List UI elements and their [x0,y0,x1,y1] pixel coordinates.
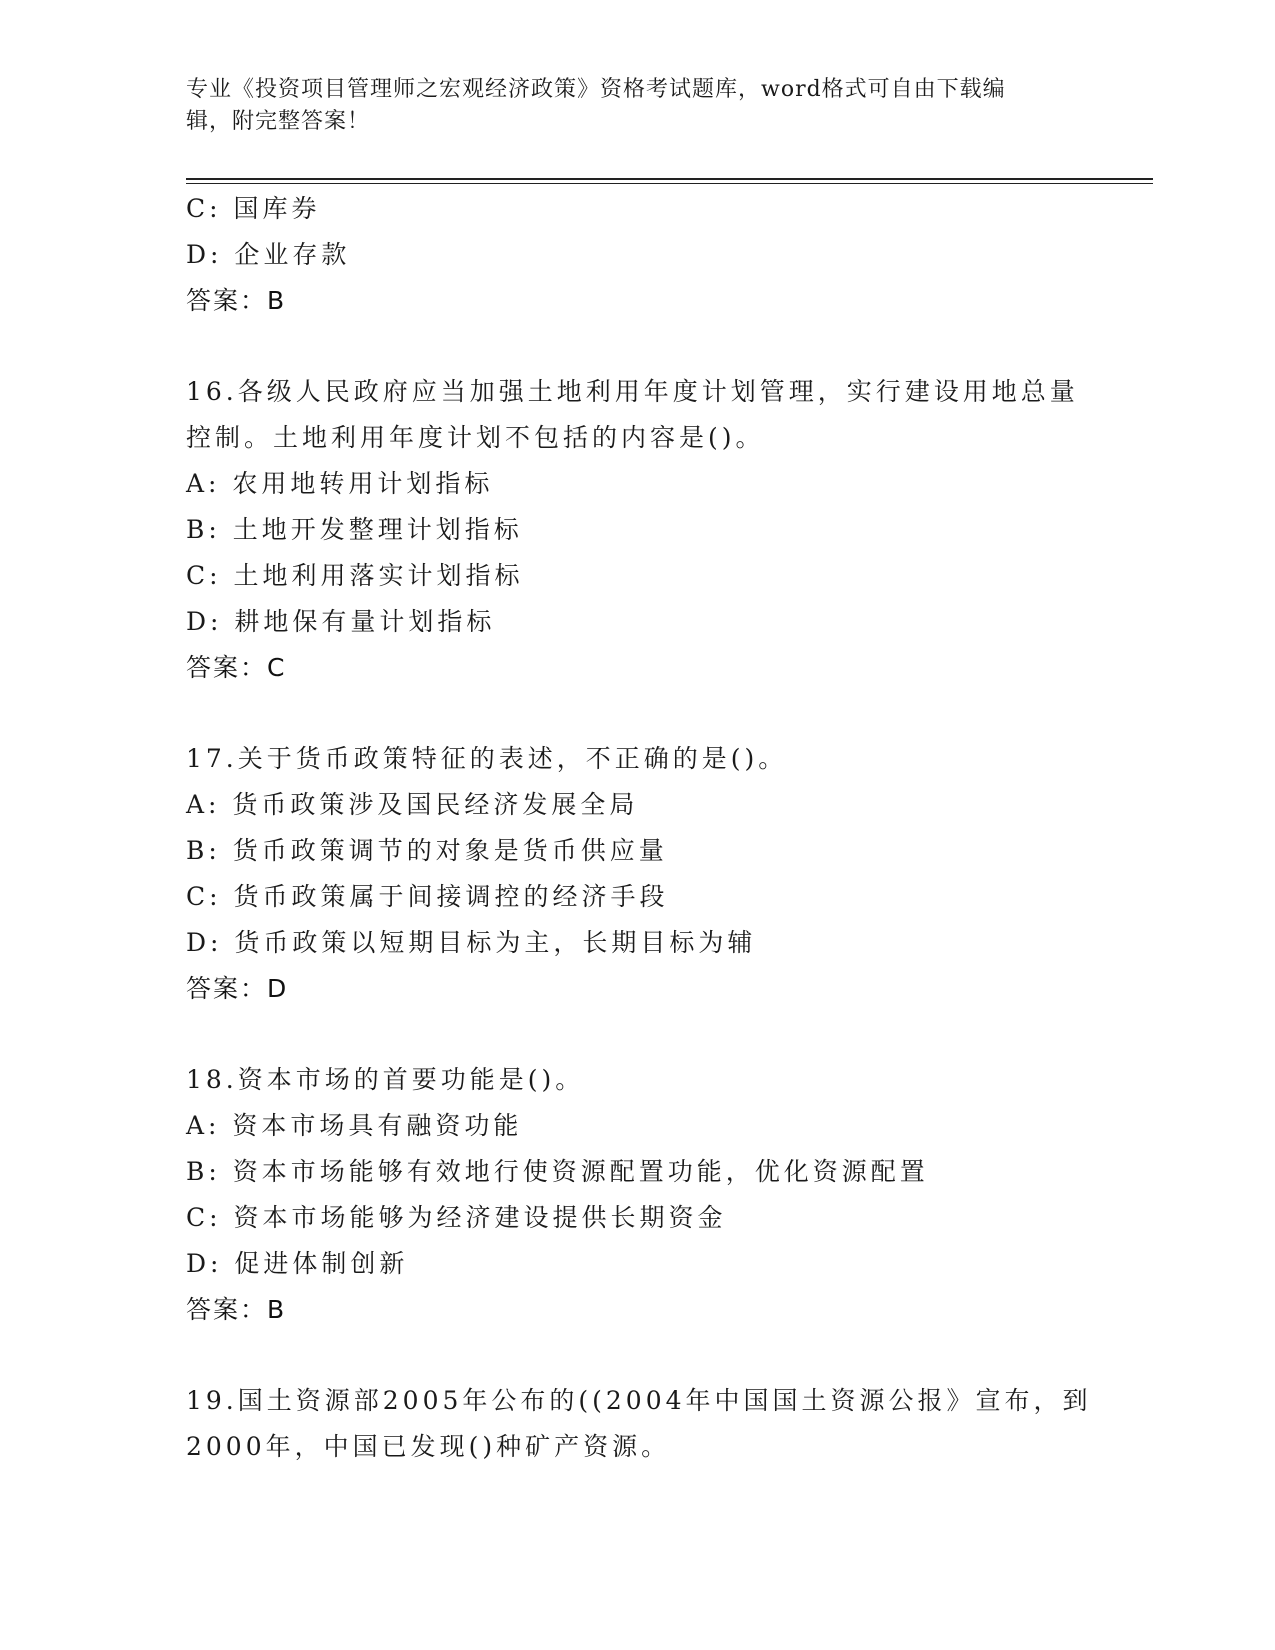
question-content [186,186,1153,1470]
spacer [186,691,1153,736]
question-15-continued [186,186,1153,324]
option-c: C: 资本市场能够为经济建设提供长期资金 [186,1203,727,1232]
answer: 答案：C [186,653,287,682]
option-a: A: 资本市场具有融资功能 [186,1111,523,1140]
answer: 答案：D [186,974,289,1003]
option-d: D: 促进体制创新 [186,1249,409,1278]
question-17 [186,736,1153,1012]
option-c: C: 国库券 [186,194,321,223]
header-divider [186,178,1153,180]
option-b: B: 货币政策调节的对象是货币供应量 [186,836,668,865]
question-text-line-2: 2000年，中国已发现()种矿产资源。 [186,1432,671,1461]
option-d: D: 货币政策以短期目标为主，长期目标为辅 [186,928,757,957]
document-header [186,74,1066,138]
option-d: D: 企业存款 [186,240,351,269]
option-c: C: 土地利用落实计划指标 [186,561,524,590]
spacer [186,1333,1153,1378]
option-a: A: 农用地转用计划指标 [186,469,494,498]
option-b: B: 土地开发整理计划指标 [186,515,523,544]
option-c: C: 货币政策属于间接调控的经济手段 [186,882,669,911]
spacer [186,1012,1153,1057]
question-text-line-1: 18.资本市场的首要功能是()。 [186,1065,585,1094]
option-a: A: 货币政策涉及国民经济发展全局 [186,790,639,819]
question-text-line-1: 17.关于货币政策特征的表述，不正确的是()。 [186,744,788,773]
question-18 [186,1057,1153,1333]
option-d: D: 耕地保有量计划指标 [186,607,496,636]
question-19 [186,1378,1153,1470]
question-text-line-2: 控制。土地利用年度计划不包括的内容是()。 [186,423,765,452]
question-text-line-1: 19.国土资源部2005年公布的((2004年中国国土资源公报》宣布，到 [186,1386,1092,1415]
question-16 [186,369,1153,691]
answer: 答案：B [186,286,287,315]
header-line-2: 辑，附完整答案！ [186,109,371,134]
question-text-line-1: 16.各级人民政府应当加强土地利用年度计划管理，实行建设用地总量 [186,377,1079,406]
option-b: B: 资本市场能够有效地行使资源配置功能，优化资源配置 [186,1157,929,1186]
header-divider-thin [186,183,1153,184]
header-line-1: 专业《投资项目管理师之宏观经济政策》资格考试题库，word格式可自由下载编 [186,77,1006,102]
spacer [186,324,1153,369]
answer: 答案：B [186,1295,287,1324]
